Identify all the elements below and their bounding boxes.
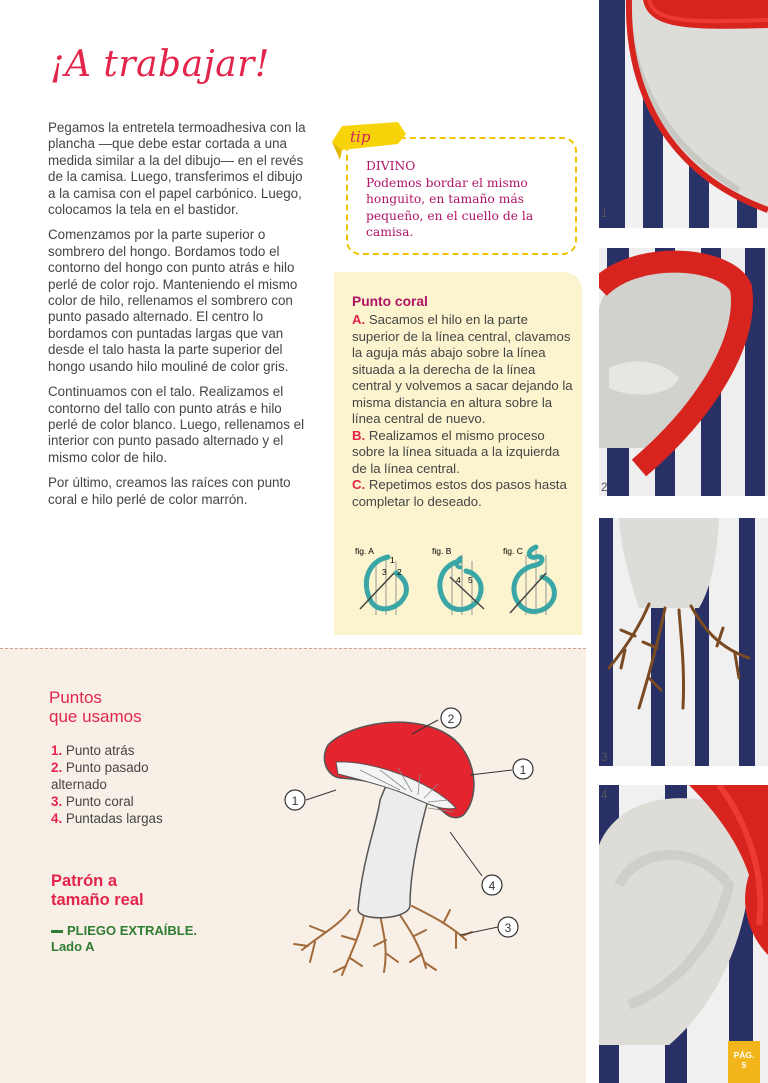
tip-content bbox=[366, 158, 566, 241]
list-item bbox=[51, 810, 171, 827]
dashed-divider bbox=[0, 648, 586, 649]
puntos-heading-line: que usamos bbox=[49, 707, 142, 726]
photo-number: 2 bbox=[601, 482, 608, 494]
callout-label: 4 bbox=[488, 879, 496, 893]
tip-heading: DIVINO bbox=[366, 159, 416, 173]
pliego-line: PLIEGO EXTRAÍBLE. bbox=[67, 923, 198, 938]
tip-tag: tip bbox=[350, 128, 371, 146]
list-label: Punto coral bbox=[65, 794, 134, 809]
callout-label: 1 bbox=[519, 763, 527, 777]
fig-a-num: 1 bbox=[390, 555, 395, 565]
puntos-heading-line: Puntos bbox=[49, 688, 102, 707]
step-c bbox=[352, 477, 574, 510]
callout-1-left bbox=[285, 790, 305, 810]
list-number: 3. bbox=[51, 794, 63, 809]
step-a bbox=[352, 312, 574, 428]
puntos-list bbox=[51, 742, 171, 827]
step-text: Sacamos el hilo en la parte superior de la línea central, clavamos la aguja más abajo sobre la línea situada a la derecha de la línea central y volvemos a sacar dejando la misma distancia en altura sobre la línea central de nuevo. bbox=[352, 312, 573, 426]
fig-b-num: 4 bbox=[456, 575, 461, 585]
puntos-heading bbox=[49, 688, 142, 726]
list-label: Puntadas largas bbox=[65, 811, 163, 826]
page-number: 5 bbox=[741, 1060, 747, 1070]
callout-label: 1 bbox=[291, 794, 299, 808]
tip-text: Podemos bordar el mismo honguito, en tamaño más pequeño, en el cuello de la camisa. bbox=[366, 175, 534, 240]
pliego-line: Lado A bbox=[51, 939, 95, 954]
fig-c-drawing bbox=[510, 547, 554, 615]
callout-label: 2 bbox=[447, 712, 455, 726]
paragraph: Comenzamos por la parte superior o sombrero del hongo. Bordamos todo el contorno del hongo con punto atrás e hilo perlé de color rojo. Manteniendo el mismo color de hilo, rellenamos el sombrero con punto pasado alternado. El centro lo bordamos con puntadas largas que van desde el talo hasta la parte superior del hongo usando hilo mouliné de color gris. bbox=[48, 227, 298, 374]
page-number-badge bbox=[728, 1041, 760, 1083]
pliego-note bbox=[51, 923, 197, 955]
photo-3 bbox=[599, 518, 768, 766]
list-item bbox=[51, 793, 171, 810]
photo-1 bbox=[599, 0, 768, 228]
callout-2 bbox=[441, 708, 461, 728]
callout-1-right bbox=[513, 759, 533, 779]
callout-4 bbox=[482, 875, 502, 895]
photo-2 bbox=[599, 248, 768, 496]
dash-icon bbox=[51, 930, 63, 933]
list-item bbox=[51, 759, 171, 793]
patron-heading bbox=[51, 872, 144, 910]
step-text: Repetimos estos dos pasos hasta completar lo deseado. bbox=[352, 477, 567, 509]
fig-a-num: 2 bbox=[397, 567, 402, 577]
stem-icon bbox=[358, 782, 428, 918]
paragraph: Continuamos con el talo. Realizamos el contorno del tallo con punto atrás e hilo perlé de color blanco. Luego, rellenamos el interior con punto pasado alternado y el mismo color de hilo. bbox=[48, 384, 305, 465]
mushroom-diagram bbox=[280, 700, 540, 990]
photo-number: 4 bbox=[601, 790, 608, 802]
step-letter: C. bbox=[352, 477, 366, 492]
step-letter: B. bbox=[352, 427, 366, 443]
list-number: 4. bbox=[51, 811, 63, 826]
punto-coral-title: Punto coral bbox=[352, 294, 428, 309]
callout-label: 3 bbox=[504, 921, 512, 935]
stitch-figures bbox=[350, 543, 560, 623]
fig-b-label: fig. B bbox=[432, 546, 452, 556]
page-title: ¡A trabajar! bbox=[50, 44, 270, 85]
photo-4 bbox=[599, 785, 768, 1083]
instructions-column bbox=[48, 120, 306, 517]
list-item bbox=[51, 742, 171, 759]
fig-a-label: fig. A bbox=[355, 546, 374, 556]
step-text: Realizamos el mismo proceso sobre la línea situada a la izquierda de la línea central. bbox=[352, 427, 560, 476]
step-b bbox=[352, 428, 574, 478]
patron-heading-line: tamaño real bbox=[51, 891, 144, 909]
fig-b-drawing bbox=[440, 555, 484, 615]
photo-number: 3 bbox=[601, 752, 608, 764]
photo-number: 1 bbox=[601, 208, 608, 220]
punto-coral-steps bbox=[352, 312, 574, 510]
step-letter: A. bbox=[352, 312, 366, 327]
list-label: Punto pasado alternado bbox=[51, 760, 149, 792]
paragraph: Pegamos la entretela termoadhesiva con la plancha —que debe estar cortada a una medida similar a la del dibujo— en el revés de la camisa. Luego, transferimos el dibujo a la camisa con el papel carbónico. Luego, colocamos la tela en el bastidor. bbox=[48, 120, 306, 218]
list-label: Punto atrás bbox=[65, 743, 135, 758]
list-number: 2. bbox=[51, 760, 63, 775]
patron-heading-line: Patrón a bbox=[51, 872, 118, 890]
paragraph: Por último, creamos las raíces con punto coral e hilo perlé de color marrón. bbox=[48, 475, 291, 507]
fig-b-num: 5 bbox=[468, 575, 473, 585]
fig-c-label: fig. C bbox=[503, 546, 523, 556]
fig-a-drawing bbox=[360, 555, 406, 615]
fig-a-num: 3 bbox=[382, 567, 387, 577]
list-number: 1. bbox=[51, 743, 63, 758]
page-label: PÁG. bbox=[733, 1050, 755, 1060]
callout-3 bbox=[498, 917, 518, 937]
